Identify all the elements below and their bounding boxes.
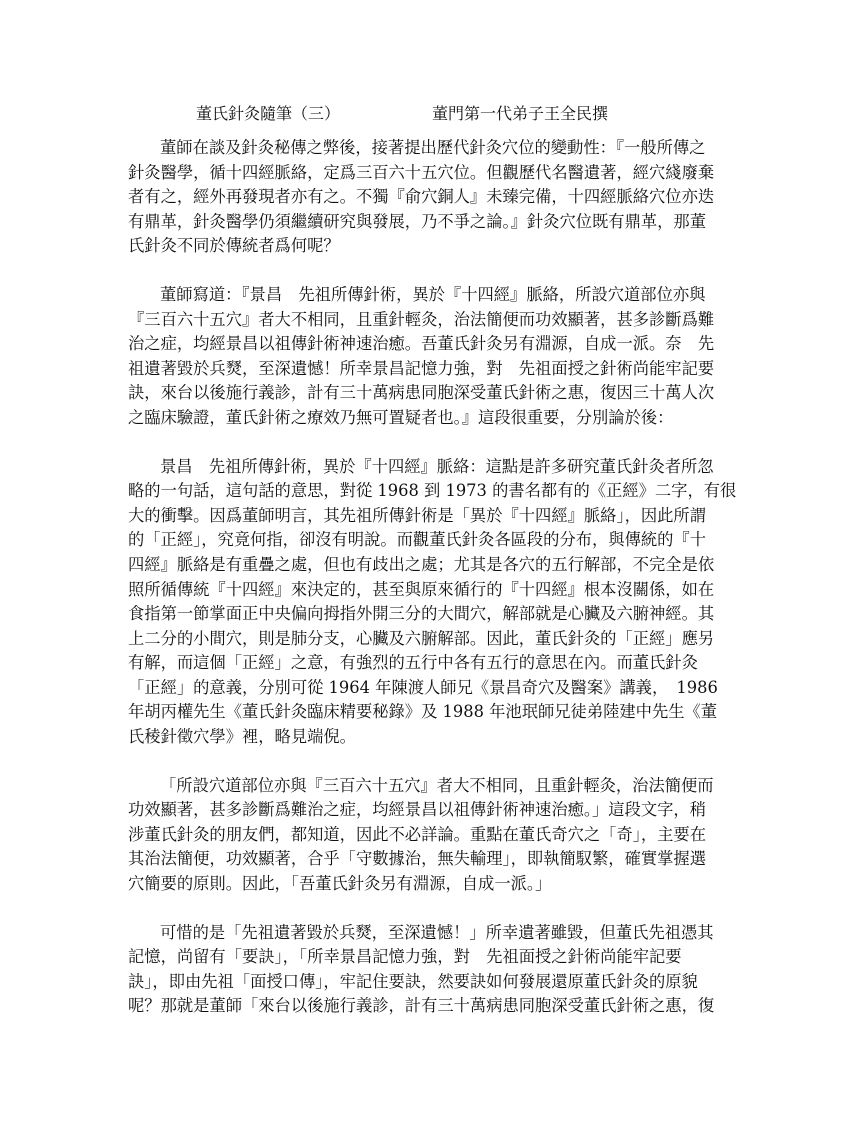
document-header [128, 96, 740, 136]
text-line: 有解，而這個「正經」之意，有強烈的五行中各有五行的意思在內。而董氏針灸 [128, 653, 698, 673]
text-line: 之臨床驗證，董氏針術之療效乃無可置疑者也。』這段很重要，分別論於後： [128, 407, 674, 427]
article-body [128, 136, 740, 1019]
text-line: 「所設穴道部位亦與『三百六十五穴』者大不相同，且重針輕灸，治法簡便而 [160, 775, 714, 795]
text-line: 四經』脈絡是有重疊之處，但也有歧出之處；尤其是各穴的五行解部，不完全是依 [128, 554, 715, 574]
text-line: 的「正經」，究竟何指，卻沒有明說。而觀董氏針灸各區段的分布，與傳統的『十 [128, 530, 706, 550]
text-line: 氏針灸不同於傳統者爲何呢？ [128, 236, 340, 256]
text-line: 祖遺著毀於兵燹，至深遺憾！所幸景昌記憶力強，對 先祖面授之針術尚能牢記要 [128, 358, 715, 378]
text-line: 董師在談及針灸秘傳之弊後，接著提出歷代針灸穴位的變動性：『一般所傳之 [160, 138, 706, 157]
text-line: 功效顯著，甚多診斷爲難治之症，均經景昌以祖傳針術神速治癒。」這段文字，稍 [128, 800, 706, 820]
text-line: 者有之，經外再發現者亦有之。不獨『俞穴銅人』未臻完備，十四經脈絡穴位亦迭 [128, 187, 715, 207]
text-line: 「正經」的意義，分別可從 1964 年陳渡人師兄《景昌奇穴及醫案》講義， 1986 [128, 677, 718, 697]
text-line: 呢？那就是董師「來台以後施行義診，計有三十萬病患同胞深受董氏針術之惠，復 [128, 996, 715, 1016]
text-line: 大的衝擊。因爲董師明言，其先祖所傳針術是「異於『十四經』脈絡」，因此所謂 [128, 505, 706, 525]
text-line: 『三百六十五穴』者大不相同，且重針輕灸，治法簡便而功效顯著，甚多診斷爲難 [128, 309, 715, 329]
article-title: 董氏針灸隨筆（三） [196, 104, 341, 123]
text-line: 有鼎革，針灸醫學仍須繼續研究與發展，乃不爭之論。』針灸穴位既有鼎革，那董 [128, 211, 706, 231]
text-line: 食指第一節掌面正中央偏向拇指外開三分的大間穴，解部就是心臟及六腑神經。其 [128, 604, 715, 624]
article-author: 董門第一代弟子王全民撰 [432, 104, 609, 123]
paragraph [128, 921, 740, 1019]
paragraph [128, 283, 740, 431]
paragraph [128, 136, 740, 259]
paragraph [128, 774, 740, 897]
text-line: 上二分的小間穴，則是肺分支，心臟及六腑解部。因此，董氏針灸的「正經」應另 [128, 628, 715, 648]
text-line: 訣，來台以後施行義診，計有三十萬病患同胞深受董氏針術之惠，復因三十萬人次 [128, 383, 715, 403]
text-line: 董師寫道：『景昌 先祖所傳針術，異於『十四經』脈絡，所設穴道部位亦與 [160, 284, 706, 304]
text-line: 治之症，均經景昌以祖傳針術神速治癒。吾董氏針灸另有淵源，自成一派。奈 先 [128, 334, 715, 354]
text-line: 氏稜針徵穴學》裡，略見端倪。 [128, 727, 356, 747]
document-page [128, 96, 740, 1043]
text-line: 涉董氏針灸的朋友們，都知道，因此不必詳論。重點在董氏奇穴之「奇」，主要在 [128, 824, 706, 844]
paragraph [128, 455, 740, 750]
text-line: 景昌 先祖所傳針術，異於『十四經』脈絡：這點是許多研究董氏針灸者所忽 [160, 456, 714, 476]
text-line: 略的一句話，這句話的意思，對從 1968 到 1973 的書名都有的《正經》二字，有很 [128, 481, 737, 501]
text-line: 記憶，尚留有「要訣」，「所幸景昌記憶力強，對 先祖面授之針術尚能牢記要 [128, 947, 682, 967]
text-line: 其治法簡便，功效顯著，合乎「守數據治，無失輸理」，即執簡馭繁，確實掌握選 [128, 849, 706, 869]
text-line: 訣」，即由先祖「面授口傳」，牢記住要訣，然要訣如何發展還原董氏針灸的原貌 [128, 971, 698, 991]
text-line: 可惜的是「先祖遺著毀於兵燹，至深遺憾！」所幸遺著雖毀，但董氏先祖憑其 [160, 922, 714, 942]
text-line: 穴簡要的原則。因此，「吾董氏針灸另有淵源，自成一派。」 [128, 874, 552, 894]
text-line: 針灸醫學，循十四經脈絡，定爲三百六十五穴位。但觀歷代名醫遺著，經穴綫廢棄 [128, 162, 715, 182]
text-line: 照所循傳統『十四經』來決定的，甚至與原來循行的『十四經』根本沒關係，如在 [128, 579, 715, 599]
text-line: 年胡丙權先生《董氏針灸臨床精要秘錄》及 1988 年池珉師兄徒弟陸建中先生《董 [128, 702, 718, 722]
